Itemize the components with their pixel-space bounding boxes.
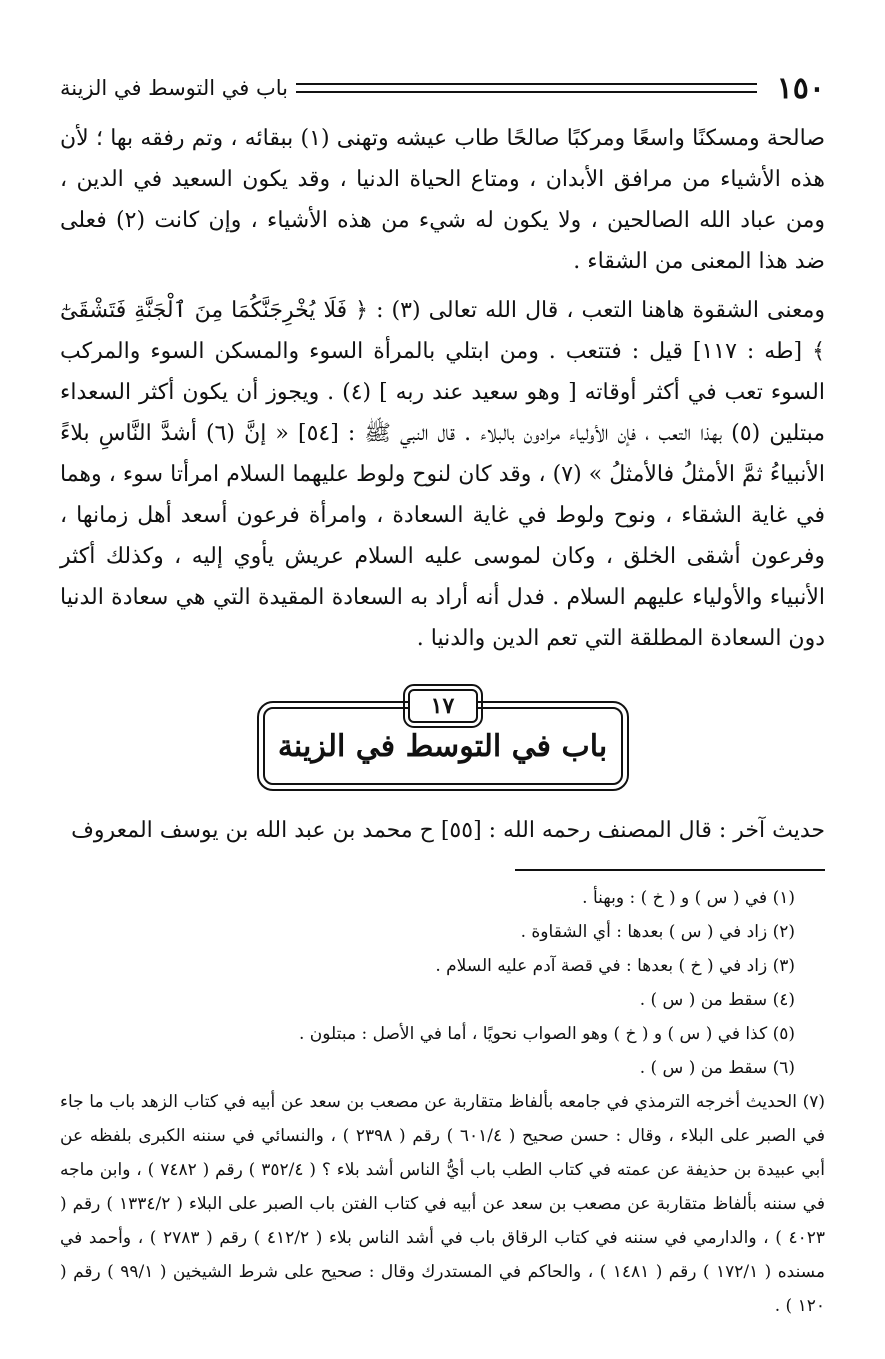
footnote-1: (١) في ( س ) و ( خ ) : وبهنأ . (582, 888, 795, 908)
chapter-title: باب في التوسط في الزينة (277, 728, 608, 764)
footnote-6: (٦) سقط من ( س ) . (639, 1058, 795, 1078)
footnote-4: (٤) سقط من ( س ) . (639, 990, 795, 1010)
book-page (60, 58, 825, 1319)
footnote-3: (٣) زاد في ( خ ) بعدها : في قصة آدم عليه السلام . (435, 956, 795, 976)
page-number: ١٥٠ (776, 70, 825, 106)
lead-line: حديث آخر : قال المصنف رحمه الله : [٥٥] ح محمد بن عبد الله بن يوسف المعروف (71, 818, 825, 843)
footnote-7: (٧) الحديث أخرجه الترمذي في جامعه بألفاظ متقاربة عن مصعب بن سعد عن أبيه في كتاب الزهد باب ما جاء في الصبر على البلاء ، وقال : حسن صحيح ( ٦٠١/٤ ) رقم ( ٢٣٩٨ ) ، والنسائي في سننه الكبرى بلفظه عن أبي عبيدة بن حذيفة عن عمته في كتاب الطب باب أيُّ الناس أشد بلاء ؟ ( ٣٥٢/٤ ) رقم ( ٧٤٨٢ ) ، وابن ماجه في سننه بألفاظ متقاربة عن مصعب بن سعد عن أبيه في كتاب الفتن باب الصبر على البلاء ( ١٣٣٤/٢ ) رقم ( ٤٠٢٣ ) ، والدارمي في سننه في كتاب الرقاق باب في أشد الناس بلاء ( ٤١٢/٢ ) رقم ( ٢٧٨٣ ) ، وأحمد في مسنده ( ١٧٢/١ ) رقم ( ١٤٨١ ) ، والحاكم في المستدرك وقال : صحيح على شرط الشيخين ( ٩٩/١ ) رقم ( ١٢٠ ) . (60, 1092, 826, 1316)
footnote-2: (٢) زاد في ( س ) بعدها : أي الشقاوة . (520, 922, 795, 942)
main-text (60, 118, 825, 659)
paragraph-1: صالحة ومسكنًا واسعًا ومركبًا صالحًا طاب عيشه وتهنى (١) ببقائه ، وتم رفقه بها ؛ لأن هذه الأشياء من مرافق الأبدان ، ومتاع الحياة الدنيا ، وقد يكون السعيد في الدين ، ومن عباد الله الصالحين ، ولا يكون له شيء من هذه الأشياء ، وإن كانت (٢) فعلى ضد هذا المعنى من الشقاء . (60, 126, 826, 274)
footnote-divider (515, 869, 825, 871)
header-rule (296, 83, 757, 93)
footnote-5: (٥) كذا في ( س ) و ( خ ) وهو الصواب نحويًا ، أما في الأصل : مبتلون . (298, 1024, 795, 1044)
running-title: باب في التوسط في الزينة (60, 76, 289, 100)
footnotes (60, 881, 825, 1323)
chapter-heading (263, 689, 623, 787)
chapter-number: ١٧ (408, 689, 478, 723)
page-header (60, 58, 825, 118)
paragraph-2: ومعنى الشقوة هاهنا التعب ، قال الله تعالى (٣) : ﴿ فَلَا يُخْرِجَنَّكُمَا مِنَ ٱلْجَنَّةِ فَتَشْقَىٰٓ ﴾ [طه : ١١٧] قيل : فتتعب . ومن ابتلي بالمرأة السوء والمسكن السوء والمركب السوء تعب في أكثر أوقاته [ وهو سعيد عند ربه ] (٤) . ويجوز أن يكون أكثر السعداء مبتلين (٥) بهذا التعب ، فإن الأولياء مرادون بالبلاء . قال النبي ﷺ : [٥٤] « إنَّ (٦) أشدَّ النَّاسِ بلاءً الأنبياءُ ثمَّ الأمثلُ فالأمثلُ » (٧) ، وقد كان لنوح ولوط عليهما السلام امرأتا سوء ، وهما في غاية الشقاء ، ونوح ولوط في غاية السعادة ، وامرأة فرعون أسعد أهل زمانها ، وفرعون أشقى الخلق ، وكان لموسى عليه السلام عريش يأوي إليه ، وكذلك أكثر الأنبياء والأولياء عليهم السلام . فدل أنه أراد به السعادة المقيدة التي هي سعادة الدنيا دون السعادة المطلقة التي تعم الدين والدنيا . (60, 298, 825, 651)
